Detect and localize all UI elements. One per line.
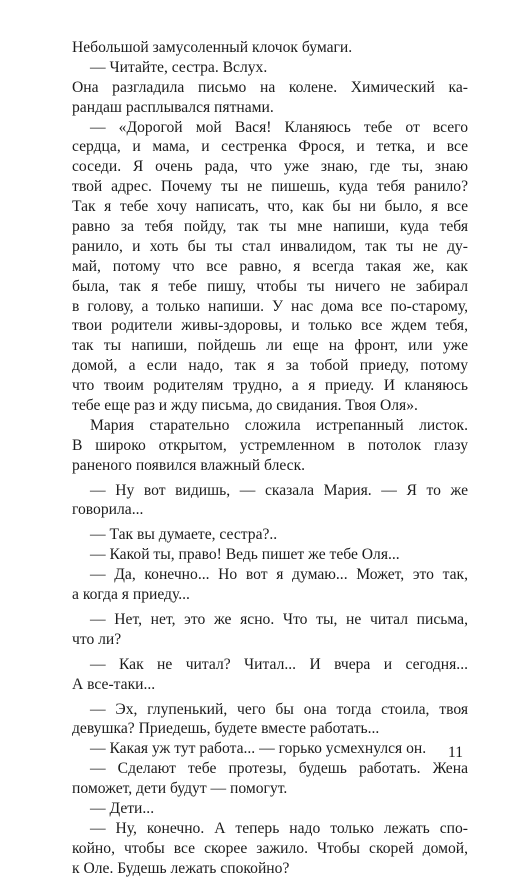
- text-line: — Как не читал? Читал... И вчера и сегодня...: [90, 655, 468, 673]
- text-line: ранило, и хоть бы ты стал инвалидом, так ты не ду-: [72, 237, 468, 255]
- text-line: поможет, дети будут — помогут.: [72, 780, 288, 798]
- page-number: 11: [448, 744, 464, 761]
- text-line: В широко открытом, устремленном в потолок глазу: [72, 436, 468, 454]
- text-line: домой, а если надо, так я за тобой приеду, потому: [72, 357, 468, 375]
- text-line: — Да, конечно... Но вот я думаю... Может, это так,: [90, 566, 468, 584]
- text-line: говорила...: [72, 501, 144, 519]
- text-line: девушка? Приедешь, будете вместе работать...: [72, 720, 380, 738]
- text-line: Небольшой замусоленный клочок бумаги.: [72, 39, 353, 56]
- text-line: май, потому что все равно, я всегда такая же, как: [72, 257, 468, 275]
- text-line: А все-таки...: [72, 675, 156, 693]
- text-line: соседи. Я очень рада, что уже знаю, где ты, знаю: [72, 158, 468, 176]
- text-line: сердца, и мама, и сестренка Фрося, и тетка, и все: [72, 138, 468, 156]
- text-line: — Какой ты, право! Ведь пишет же тебе Оля...: [90, 546, 400, 564]
- text-line: раненого появился влажный блеск.: [72, 456, 306, 474]
- text-line: — Какая уж тут работа... — горько усмехнулся он.: [90, 740, 427, 758]
- text-line: — Ну, конечно. А теперь надо только лежать спо-: [90, 819, 468, 837]
- text-line: — Ну вот видишь, — сказала Мария. — Я то же: [90, 481, 468, 499]
- text-line: Мария старательно сложила истрепанный листок.: [90, 416, 468, 434]
- text-line: тебе еще раз и жду письма, до свидания. Твоя Оля».: [72, 397, 418, 415]
- text-line: — Дети...: [90, 799, 155, 817]
- text-line: была, так я тебе пишу, чтобы ты ничего не забирал: [72, 277, 468, 295]
- text-line: Так я тебе хочу написать, что, как бы ни было, я все: [72, 198, 468, 216]
- text-line: койно, чтобы все скорее зажило. Чтобы скорей домой,: [72, 839, 468, 857]
- text-line: так ты напиши, пойдешь ли еще на фронт, или уже: [72, 337, 468, 355]
- text-line: что ли?: [72, 630, 122, 648]
- page-body: [72, 38, 468, 879]
- text-line: а когда я приеду...: [72, 586, 190, 604]
- text-line: — Эх, глупенький, чего бы она тогда стоила, твоя: [90, 700, 468, 718]
- text-line: рандаш расплывался пятнами.: [72, 98, 274, 116]
- text-line: твой адрес. Почему ты не пишешь, куда тебя ранило?: [72, 178, 468, 196]
- text-line: — Так вы думаете, сестра?..: [90, 526, 278, 544]
- text-line: — Читайте, сестра. Вслух.: [90, 58, 268, 76]
- text-line: к Оле. Будешь лежать спокойно?: [72, 859, 290, 877]
- text-line: Она разгладила письмо на колене. Химический ка-: [72, 78, 468, 96]
- text-line: что твоим родителям трудно, а я приеду. И кланяюсь: [72, 377, 468, 395]
- text-line: — Сделают тебе протезы, будешь работать. Жена: [90, 760, 468, 778]
- text-line: равно за тебя пойду, так ты мне напиши, куда тебя: [72, 218, 468, 236]
- text-line: в голову, а только напиши. У нас дома все по-старому,: [72, 297, 468, 315]
- text-line: — «Дорогой мой Вася! Кланяюсь тебе от всего: [90, 118, 468, 136]
- text-line: твои родители живы-здоровы, и только все ждем тебя,: [72, 317, 468, 335]
- text-line: — Нет, нет, это же ясно. Что ты, не читал письма,: [90, 610, 468, 628]
